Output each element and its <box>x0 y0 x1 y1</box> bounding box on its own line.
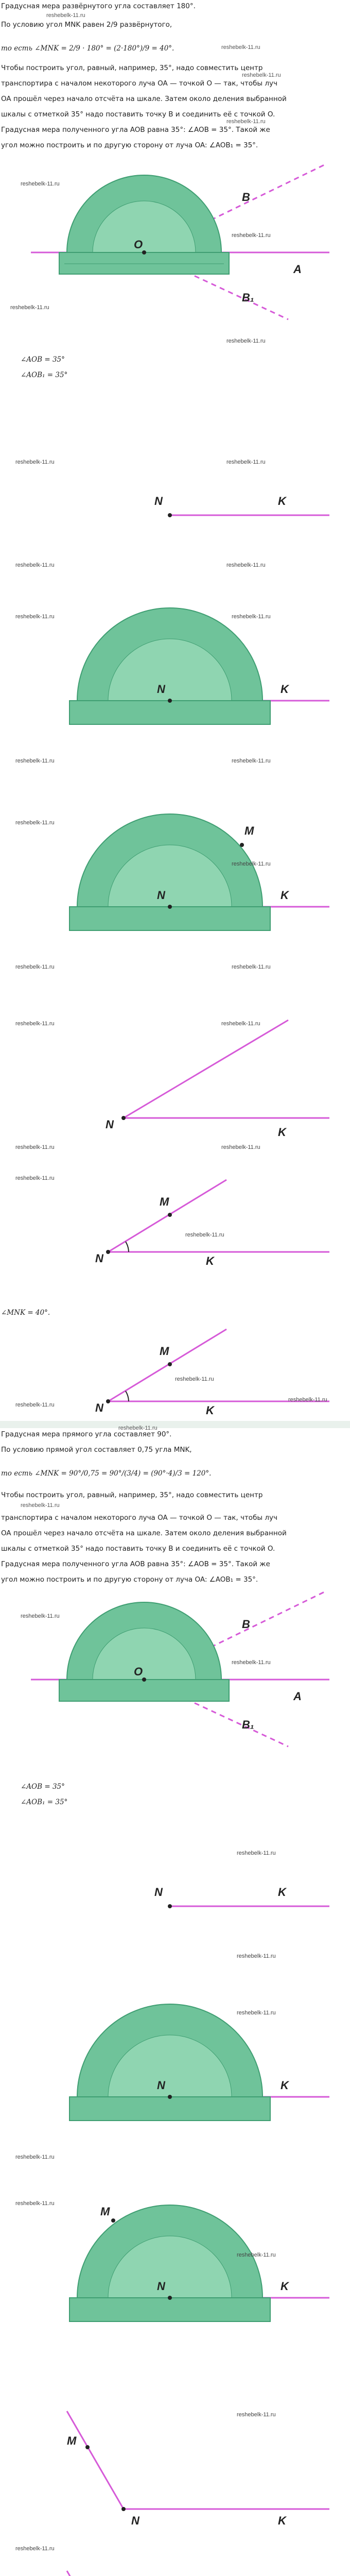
fig-protractor-aob-2 <box>0 1587 350 1783</box>
watermark: reshebelk-11.ru <box>15 562 55 568</box>
label-k: K <box>278 1886 286 1899</box>
watermark: reshebelk-11.ru <box>237 1953 276 1959</box>
label-o: O <box>134 238 143 251</box>
fig-angle-mnk-1 <box>0 1005 350 1159</box>
p1-step3: OA прошёл через начало отсчёта на шкале. Затем около деления выбранной <box>1 95 287 103</box>
p1-step5: Градусная мера полученного угла AOB равна 35°: ∠AOB = 35°. Такой же <box>1 126 270 134</box>
label-m: M <box>100 2205 110 2218</box>
p1-formula: то есть ∠MNK = 2/9 · 180° = (2·180°)/9 = 40°. <box>1 44 174 53</box>
label-a: A <box>293 263 302 276</box>
p2-formula: то есть ∠MNK = 90°/0,75 = 90°/(3/4) = (90°·4)/3 = 120°. <box>1 1469 212 1478</box>
watermark: reshebelk-11.ru <box>15 2154 55 2160</box>
label-o: O <box>134 1665 143 1678</box>
label-n: N <box>154 1886 163 1899</box>
watermark: reshebelk-11.ru <box>10 304 49 311</box>
section-divider <box>0 1421 350 1428</box>
fig-angle-mnk-arc-2 <box>0 2566 350 2576</box>
p2-step5: Градусная мера полученного угла AOB равна 35°: ∠AOB = 35°. Такой же <box>1 1560 270 1568</box>
label-b1: B₁ <box>242 291 254 304</box>
label-m: M <box>160 1345 169 1358</box>
p2-step1: Чтобы построить угол, равный, например, 35°, надо совместить центр <box>1 1491 263 1499</box>
p2-condition: По условию прямой угол составляет 0,75 угла MNK, <box>1 1446 192 1454</box>
label-k: K <box>206 1404 214 1417</box>
label-n: N <box>106 1118 114 1131</box>
fig-protractor-aob-1 <box>0 155 350 361</box>
watermark: reshebelk-11.ru <box>242 72 281 78</box>
watermark: reshebelk-11.ru <box>175 1376 214 1382</box>
label-k: K <box>278 2514 286 2527</box>
fig-angle-mnk-arc-1 <box>0 1159 350 1293</box>
p1-condition: По условию угол MNK равен 2/9 развёрнутого, <box>1 21 172 29</box>
label-m: M <box>244 824 254 837</box>
watermark: reshebelk-11.ru <box>221 1021 260 1027</box>
fig-final-angle-1 <box>0 1319 350 1422</box>
label-n: N <box>131 2514 139 2527</box>
label-b: B <box>242 191 250 204</box>
watermark: reshebelk-11.ru <box>226 118 266 125</box>
p1-eq2: ∠AOB₁ = 35° <box>21 371 68 379</box>
label-n: N <box>157 889 165 902</box>
watermark: reshebelk-11.ru <box>237 1850 276 1856</box>
fig-protractor-nkm-2 <box>0 2195 350 2391</box>
watermark: reshebelk-11.ru <box>232 964 271 970</box>
label-n: N <box>95 1401 103 1414</box>
watermark: reshebelk-11.ru <box>15 758 55 764</box>
watermark: reshebelk-11.ru <box>221 44 260 50</box>
fig-protractor-nkm-1 <box>0 804 350 999</box>
label-b: B <box>242 1618 250 1631</box>
watermark: reshebelk-11.ru <box>15 2200 55 2207</box>
label-k: K <box>281 683 289 696</box>
label-k: K <box>281 2280 289 2293</box>
p1-step6: угол можно построить и по другую сторону от луча OA: ∠AOB₁ = 35°. <box>1 141 258 149</box>
watermark: reshebelk-11.ru <box>15 459 55 465</box>
p1-eq1: ∠AOB = 35° <box>21 355 65 364</box>
watermark: reshebelk-11.ru <box>237 2010 276 2016</box>
p2-step6: угол можно построить и по другую сторону от луча OA: ∠AOB₁ = 35°. <box>1 1575 258 1584</box>
watermark: reshebelk-11.ru <box>46 12 85 19</box>
protractor <box>59 175 229 274</box>
watermark: reshebelk-11.ru <box>15 1402 55 1408</box>
point-m <box>240 843 244 847</box>
fig-protractor-nk-1 <box>0 598 350 793</box>
watermark: reshebelk-11.ru <box>15 964 55 970</box>
watermark: reshebelk-11.ru <box>232 1659 271 1666</box>
p1-step4: шкалы с отметкой 35° надо поставить точку B и соединить её с точкой O. <box>1 110 275 118</box>
p2-step2: транспортира с началом некоторого луча OA — точкой O — так, чтобы луч <box>1 1514 277 1522</box>
watermark: reshebelk-11.ru <box>21 1613 60 1619</box>
p2-step4: шкалы с отметкой 35° надо поставить точку B и соединить её с точкой O. <box>1 1545 275 1553</box>
watermark: reshebelk-11.ru <box>232 861 271 867</box>
label-n: N <box>154 495 163 507</box>
watermark: reshebelk-11.ru <box>15 820 55 826</box>
label-k: K <box>206 1255 214 1267</box>
p1-answer: ∠MNK = 40°. <box>1 1309 50 1317</box>
point-n <box>168 513 172 517</box>
label-k: K <box>281 2079 289 2092</box>
watermark: reshebelk-11.ru <box>288 1397 327 1403</box>
watermark: reshebelk-11.ru <box>15 1021 55 1027</box>
label-n: N <box>157 2079 165 2092</box>
label-b1: B₁ <box>242 1718 254 1731</box>
p2-intro: Градусная мера прямого угла составляет 90°. <box>1 1430 172 1438</box>
p2-eq1: ∠AOB = 35° <box>21 1783 65 1791</box>
watermark: reshebelk-11.ru <box>118 1425 157 1431</box>
fig-protractor-nk-2 <box>0 1994 350 2190</box>
label-a: A <box>293 1690 302 1703</box>
watermark: reshebelk-11.ru <box>237 2412 276 2418</box>
point-o <box>142 250 146 255</box>
p1-step2: транспортира с началом некоторого луча OA — точкой O — так, чтобы луч <box>1 79 277 88</box>
watermark: reshebelk-11.ru <box>15 1175 55 1181</box>
label-n: N <box>157 683 165 696</box>
watermark: reshebelk-11.ru <box>232 758 271 764</box>
fig-ray-nk-2 <box>0 1834 350 1989</box>
label-n: N <box>157 2280 165 2293</box>
fig-ray-nk-1 <box>0 443 350 598</box>
watermark: reshebelk-11.ru <box>21 181 60 187</box>
watermark: reshebelk-11.ru <box>226 459 266 465</box>
fig-angle-mnk-2 <box>0 2396 350 2561</box>
watermark: reshebelk-11.ru <box>237 2252 276 2258</box>
p1-intro: Градусная мера развёрнутого угла составляет 180°. <box>1 2 196 10</box>
watermark: reshebelk-11.ru <box>226 338 266 344</box>
label-k: K <box>278 495 286 507</box>
p1-step1: Чтобы построить угол, равный, например, 35°, надо совместить центр <box>1 64 263 72</box>
watermark: reshebelk-11.ru <box>221 1144 260 1150</box>
watermark: reshebelk-11.ru <box>15 2546 55 2552</box>
label-m: M <box>160 1195 169 1208</box>
watermark: reshebelk-11.ru <box>15 1144 55 1150</box>
watermark: reshebelk-11.ru <box>15 614 55 620</box>
label-m: M <box>67 2434 77 2447</box>
watermark: reshebelk-11.ru <box>226 562 266 568</box>
p2-step3: OA прошёл через начало отсчёта на шкале. Затем около деления выбранной <box>1 1529 287 1537</box>
watermark: reshebelk-11.ru <box>185 1232 224 1238</box>
watermark: reshebelk-11.ru <box>21 1502 60 1509</box>
label-k: K <box>281 889 289 902</box>
watermark: reshebelk-11.ru <box>232 614 271 620</box>
label-k: K <box>278 1126 286 1139</box>
label-n: N <box>95 1252 103 1265</box>
watermark: reshebelk-11.ru <box>232 232 271 239</box>
p2-eq2: ∠AOB₁ = 35° <box>21 1798 68 1806</box>
